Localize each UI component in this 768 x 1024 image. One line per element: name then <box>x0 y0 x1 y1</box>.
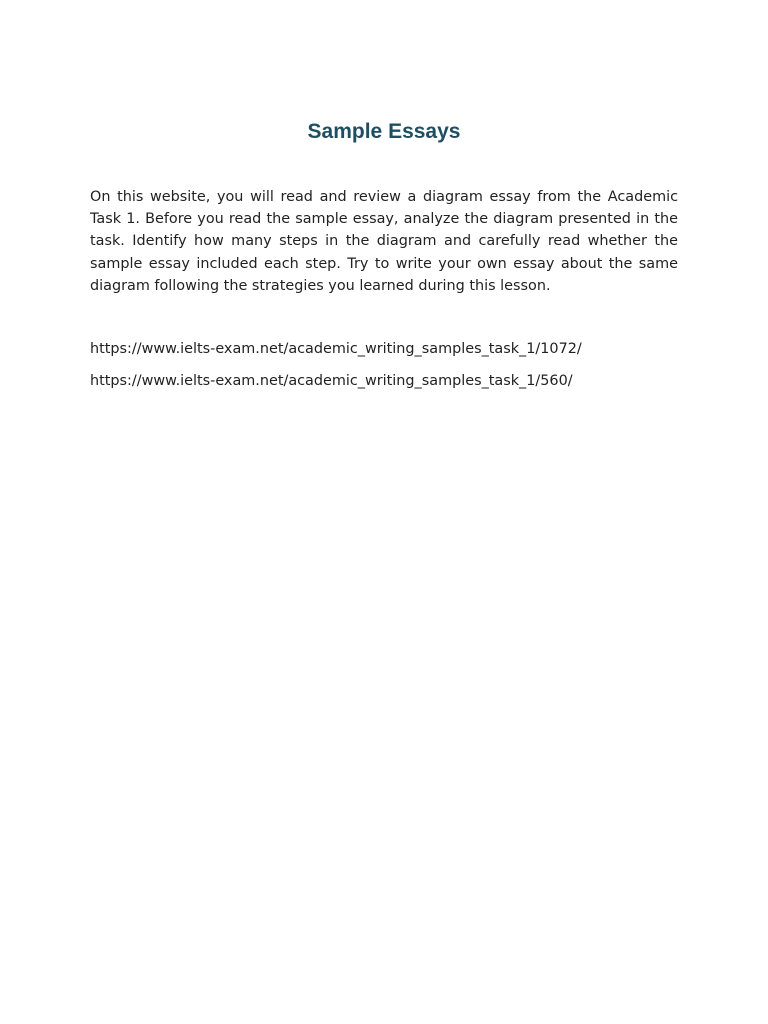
intro-paragraph: On this website, you will read and review a diagram essay from the Academic Task 1. Before you read the sample essay, analyze the diagram presented in the task. Identify how many steps in the diagram and carefully read whether the sample essay included each step. Try to write your own essay about the same diagram following the strategies you learned during this lesson. <box>90 189 678 294</box>
list-item <box>90 338 730 360</box>
essay-link-1072[interactable]: https://www.ielts-exam.net/academic_writing_samples_task_1/1072/ <box>90 341 582 357</box>
link-list <box>90 338 730 402</box>
list-item <box>90 370 730 392</box>
essay-link-560[interactable]: https://www.ielts-exam.net/academic_writing_samples_task_1/560/ <box>90 373 573 389</box>
page-title: Sample Essays <box>307 120 461 143</box>
